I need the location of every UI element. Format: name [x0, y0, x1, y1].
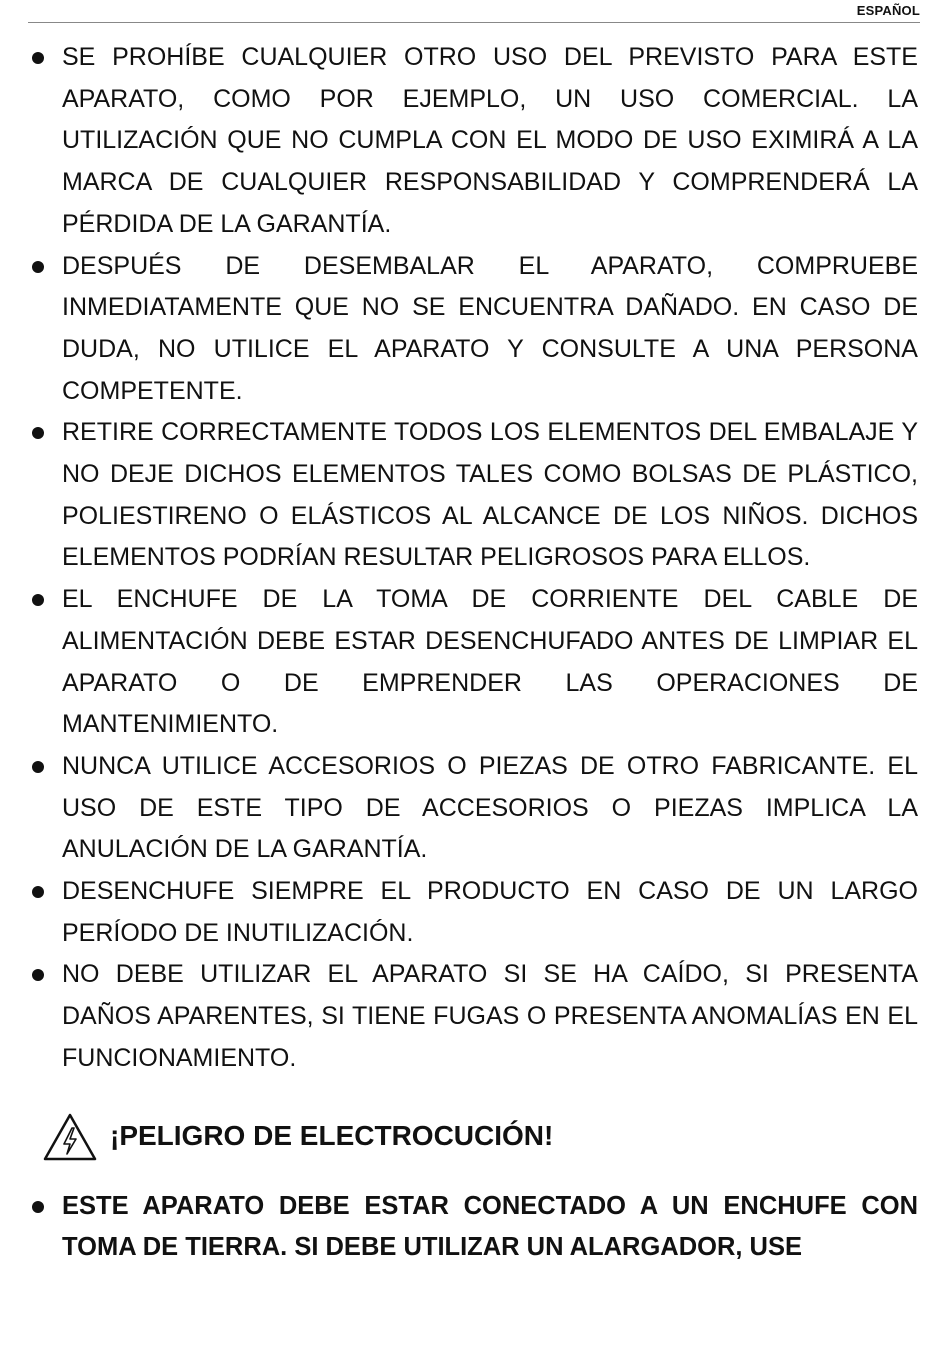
- list-item: [30, 579, 918, 746]
- bullet-icon: [32, 886, 44, 898]
- bullet-icon: [32, 594, 44, 606]
- list-item-text: EL ENCHUFE DE LA TOMA DE CORRIENTE DEL CABLE DE ALIMENTACIÓN DEBE ESTAR DESENCHUFADO ANTES DE LIMPIAR EL APARATO O DE EMPRENDER LAS OPERACIONES DE MANTENIMIENTO.: [62, 585, 918, 739]
- list-item-text: DESENCHUFE SIEMPRE EL PRODUCTO EN CASO DE UN LARGO PERÍODO DE INUTILIZACIÓN.: [62, 877, 918, 947]
- list-item: [30, 871, 918, 954]
- electric-hazard-icon: [42, 1112, 98, 1162]
- list-item: [30, 954, 918, 1079]
- document-body: [30, 37, 918, 1269]
- electrical-safety-list: [30, 1186, 918, 1269]
- language-label: ESPAÑOL: [856, 3, 920, 18]
- bullet-icon: [32, 52, 44, 64]
- electric-shock-warning: [30, 1108, 918, 1168]
- list-item: [30, 246, 918, 413]
- list-item-text: NUNCA UTILICE ACCESORIOS O PIEZAS DE OTRO FABRICANTE. EL USO DE ESTE TIPO DE ACCESORIOS O PIEZAS IMPLICA LA ANULACIÓN DE LA GARANTÍA.: [62, 751, 918, 864]
- list-item: [30, 412, 918, 579]
- bullet-icon: [32, 261, 44, 273]
- list-item-text: DESPUÉS DE DESEMBALAR EL APARATO, COMPRUEBE INMEDIATAMENTE QUE NO SE ENCUENTRA DAÑADO. EN CASO DE DUDA, NO UTILICE EL APARATO Y CONSULTE A UNA PERSONA COMPETENTE.: [62, 251, 918, 405]
- page-header: [28, 0, 920, 23]
- list-item-text: RETIRE CORRECTAMENTE TODOS LOS ELEMENTOS DEL EMBALAJE Y NO DEJE DICHOS ELEMENTOS TALES COMO BOLSAS DE PLÁSTICO, POLIESTIRENO O ELÁSTICOS AL ALCANCE DE LOS NIÑOS. DICHOS ELEMENTOS PODRÍAN RESULTAR PELIGROSOS PARA ELLOS.: [62, 418, 918, 572]
- list-item-text: SE PROHÍBE CUALQUIER OTRO USO DEL PREVISTO PARA ESTE APARATO, COMO POR EJEMPLO, UN USO COMERCIAL. LA UTILIZACIÓN QUE NO CUMPLA CON EL MODO DE USO EXIMIRÁ A LA MARCA DE CUALQUIER RESPONSABILIDAD Y COMPRENDERÁ LA PÉRDIDA DE LA GARANTÍA.: [62, 43, 918, 238]
- list-item: [30, 746, 918, 871]
- bullet-icon: [32, 761, 44, 773]
- bullet-icon: [32, 427, 44, 439]
- list-item-text: ESTE APARATO DEBE ESTAR CONECTADO A UN ENCHUFE CON TOMA DE TIERRA. SI DEBE UTILIZAR UN ALARGADOR, USE: [62, 1191, 918, 1262]
- list-item: [30, 37, 918, 246]
- list-item: [30, 1186, 918, 1269]
- bullet-icon: [32, 969, 44, 981]
- warning-title: ¡PELIGRO DE ELECTROCUCIÓN!: [110, 1119, 554, 1151]
- list-item-text: NO DEBE UTILIZAR EL APARATO SI SE HA CAÍDO, SI PRESENTA DAÑOS APARENTES, SI TIENE FUGAS O PRESENTA ANOMALÍAS EN EL FUNCIONAMIENTO.: [62, 960, 918, 1072]
- safety-instructions-list: [30, 37, 918, 1080]
- bullet-icon: [32, 1201, 44, 1213]
